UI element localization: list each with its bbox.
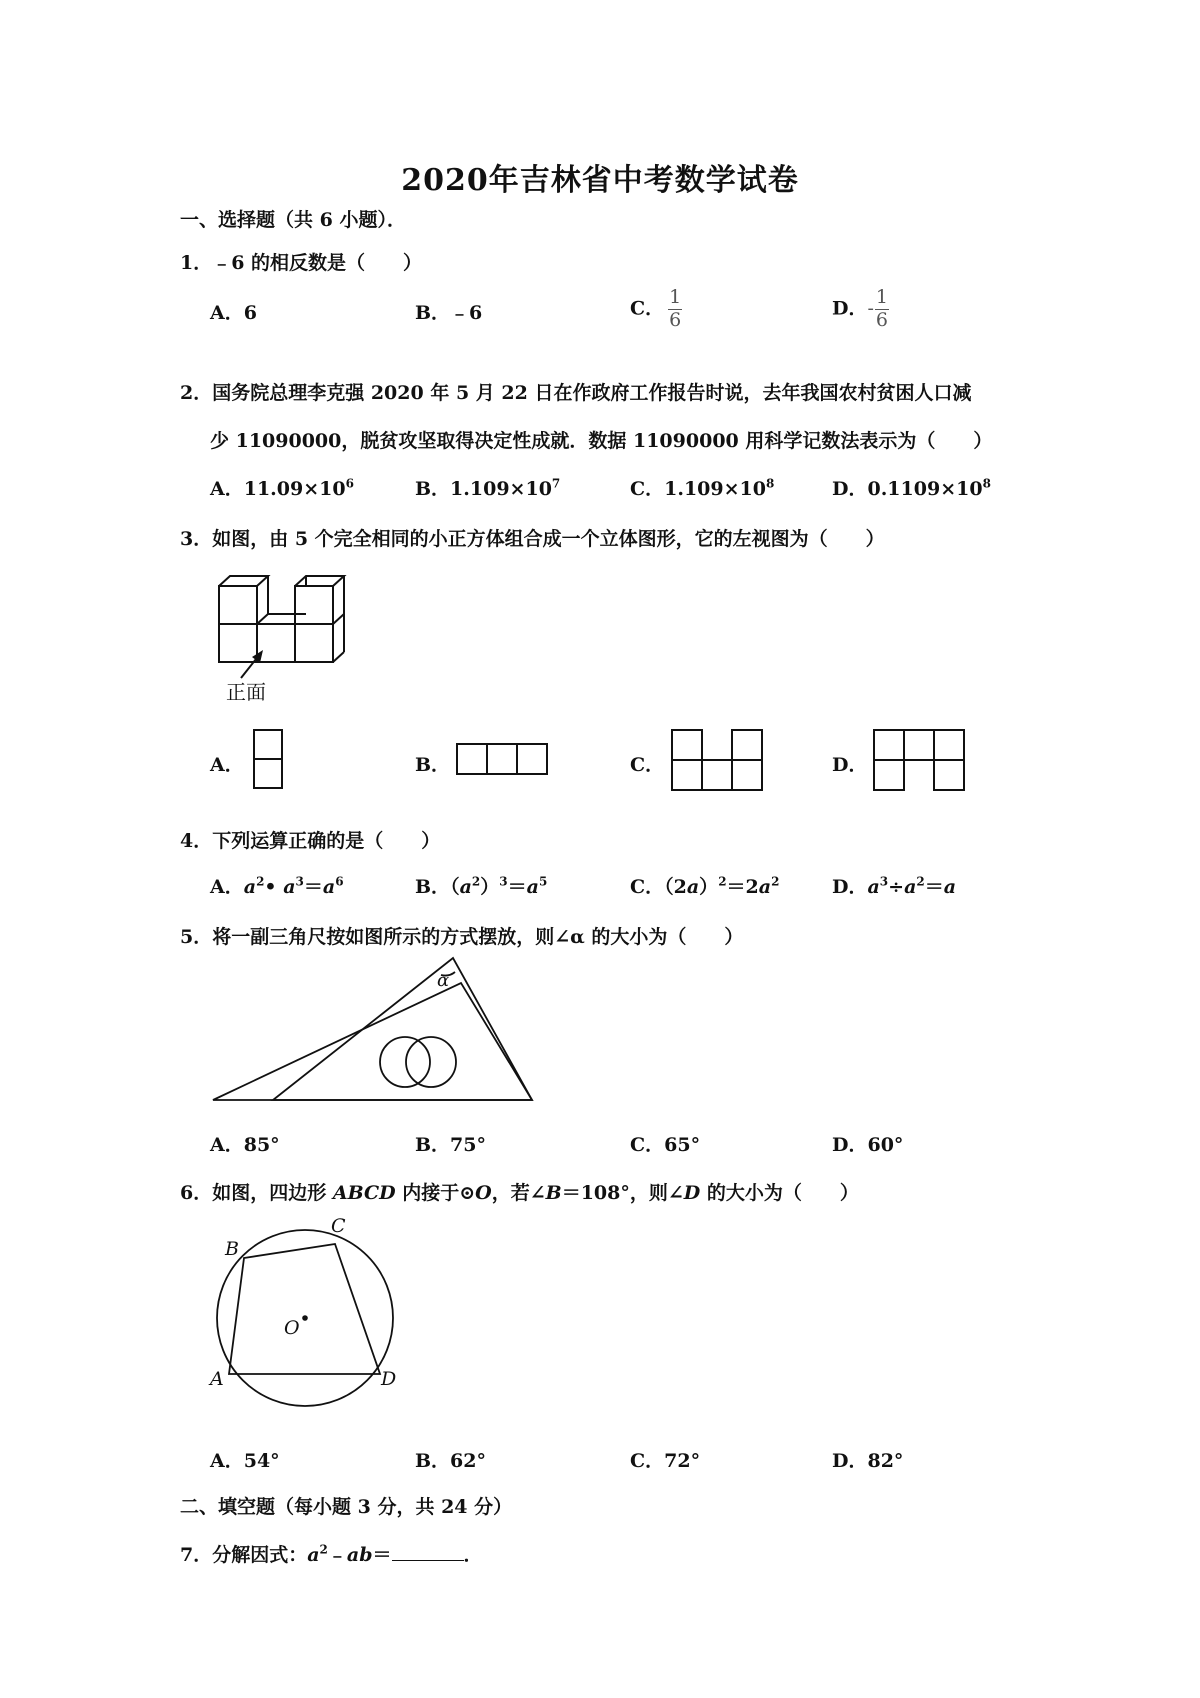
q7-expression: $a^2﹣ab=$ <box>307 1542 392 1566</box>
q2-option-a-base: A．11.09×10 <box>210 478 346 500</box>
q1-option-d-label: D． <box>832 297 868 320</box>
q6-stem-part: ，若∠ <box>491 1182 546 1204</box>
q6-option-d: D．82° <box>832 1450 904 1472</box>
q4-option-d-expression: $a^3\div a^2=a$ <box>867 874 957 898</box>
q7-stem-part: 7．分解因式： <box>180 1544 308 1566</box>
q2-option-b-base: B．1.109×10 <box>415 478 552 500</box>
fraction-numerator: 1 <box>875 286 888 308</box>
fraction-denominator: 6 <box>669 308 682 331</box>
fraction-numerator: 1 <box>669 286 682 308</box>
q3-option-b-label: B． <box>415 754 451 776</box>
question-6-stem <box>180 1178 859 1205</box>
question-5-stem: 5．将一副三角尺按如图所示的方式摆放，则∠α 的大小为（ ） <box>180 926 744 948</box>
q3-option-c-view <box>670 728 766 794</box>
q4-option-b-label: B． <box>415 876 451 898</box>
q4-option-d-label: D． <box>832 876 868 898</box>
minus-sign: - <box>867 297 874 320</box>
question-3-stem: 3．如图，由 5 个完全相同的小正方体组合成一个立体图形，它的左视图为（ ） <box>180 528 885 550</box>
q2-option-a <box>210 474 354 501</box>
q4-option-a <box>210 872 344 899</box>
q1-option-d <box>832 288 889 331</box>
question-2-stem-line-1: 2．国务院总理李克强 2020 年 5 月 22 日在作政府工作报告时说，去年我国农村贫困人口减 <box>180 382 972 404</box>
q7-stem-part: ． <box>463 1544 483 1566</box>
q2-option-a-exponent: 6 <box>345 476 354 491</box>
q6-label-o: O <box>284 1317 300 1339</box>
q1-option-c <box>630 288 682 331</box>
q3-option-b-view <box>455 742 551 778</box>
q2-option-b-exponent: 7 <box>551 476 561 491</box>
q1-option-a: A．6 <box>210 302 257 324</box>
q2-option-c-exponent: 8 <box>765 476 775 491</box>
q6-stem-part: 内接于⊙ <box>395 1182 476 1204</box>
q4-option-c-label: C． <box>630 876 665 898</box>
q6-stem-part: 的大小为（ ） <box>700 1182 859 1204</box>
fraction-denominator: 6 <box>875 308 888 331</box>
q3-option-a-label: A． <box>210 754 244 776</box>
q1-option-c-fraction <box>668 288 682 331</box>
q6-stem-part: 6．如图，四边形 <box>180 1182 333 1204</box>
q2-option-d <box>832 474 991 501</box>
q2-option-d-base: D．0.1109×10 <box>832 478 983 500</box>
question-4-stem: 4．下列运算正确的是（ ） <box>180 830 441 852</box>
q5-option-a: A．85° <box>210 1134 280 1156</box>
q4-option-b <box>415 872 547 899</box>
q4-option-c-expression: $(2a)^2=2a^2$ <box>664 874 780 898</box>
q3-front-label: 正面 <box>226 680 266 704</box>
q2-option-c-base: C．1.109×10 <box>630 478 766 500</box>
q6-label-c: C <box>331 1215 346 1237</box>
q1-option-d-fraction <box>875 288 889 331</box>
q7-answer-blank[interactable] <box>392 1542 464 1561</box>
q4-option-b-expression: $(a^2)^3=a^5$ <box>450 874 548 898</box>
q4-option-a-label: A． <box>210 876 244 898</box>
q5-triangle-rulers-figure <box>205 950 545 1110</box>
question-2-stem-line-2: 少 11090000，脱贫攻坚取得决定性成就．数据 11090000 用科学记数法表示为（ ） <box>210 430 993 452</box>
question-1-stem: 1．﹣6 的相反数是（ ） <box>180 252 423 274</box>
q6-angle-d: D <box>683 1182 701 1204</box>
q4-option-a-expression: $a^2•$ $a^3=a^6$ <box>243 874 344 898</box>
q3-option-d-view <box>872 728 968 794</box>
section-2-heading: 二、填空题（每小题 3 分，共 24 分） <box>180 1496 513 1518</box>
q6-label-b: B <box>225 1238 239 1260</box>
q2-option-b <box>415 474 560 501</box>
q5-option-c: C．65° <box>630 1134 701 1156</box>
q2-option-d-exponent: 8 <box>982 476 991 491</box>
q6-option-b: B．62° <box>415 1450 486 1472</box>
q6-angle-b: B <box>545 1182 562 1204</box>
q3-option-c-label: C． <box>630 754 665 776</box>
q6-stem-part: ＝108°，则∠ <box>561 1182 684 1204</box>
q5-option-b: B．75° <box>415 1134 486 1156</box>
q3-option-a-view <box>252 728 284 792</box>
q1-option-c-label: C． <box>630 297 665 320</box>
q6-option-a: A．54° <box>210 1450 280 1472</box>
q1-option-b: B．﹣6 <box>415 302 483 324</box>
q4-option-d <box>832 872 956 899</box>
q5-option-d: D．60° <box>832 1134 904 1156</box>
q6-option-c: C．72° <box>630 1450 701 1472</box>
question-7-stem <box>180 1540 483 1567</box>
q4-option-c <box>630 872 779 899</box>
q3-option-d-label: D． <box>832 754 868 776</box>
q2-option-c <box>630 474 774 501</box>
page-title: 2020年吉林省中考数学试卷 <box>401 163 799 198</box>
q6-label-a: A <box>210 1368 224 1390</box>
q6-circle-name: O <box>475 1182 492 1204</box>
q6-quad-name: ABCD <box>332 1182 396 1204</box>
section-1-heading: 一、选择题（共 6 小题）． <box>180 209 406 231</box>
q5-alpha-label: α <box>437 970 450 991</box>
q6-label-d: D <box>381 1368 397 1390</box>
